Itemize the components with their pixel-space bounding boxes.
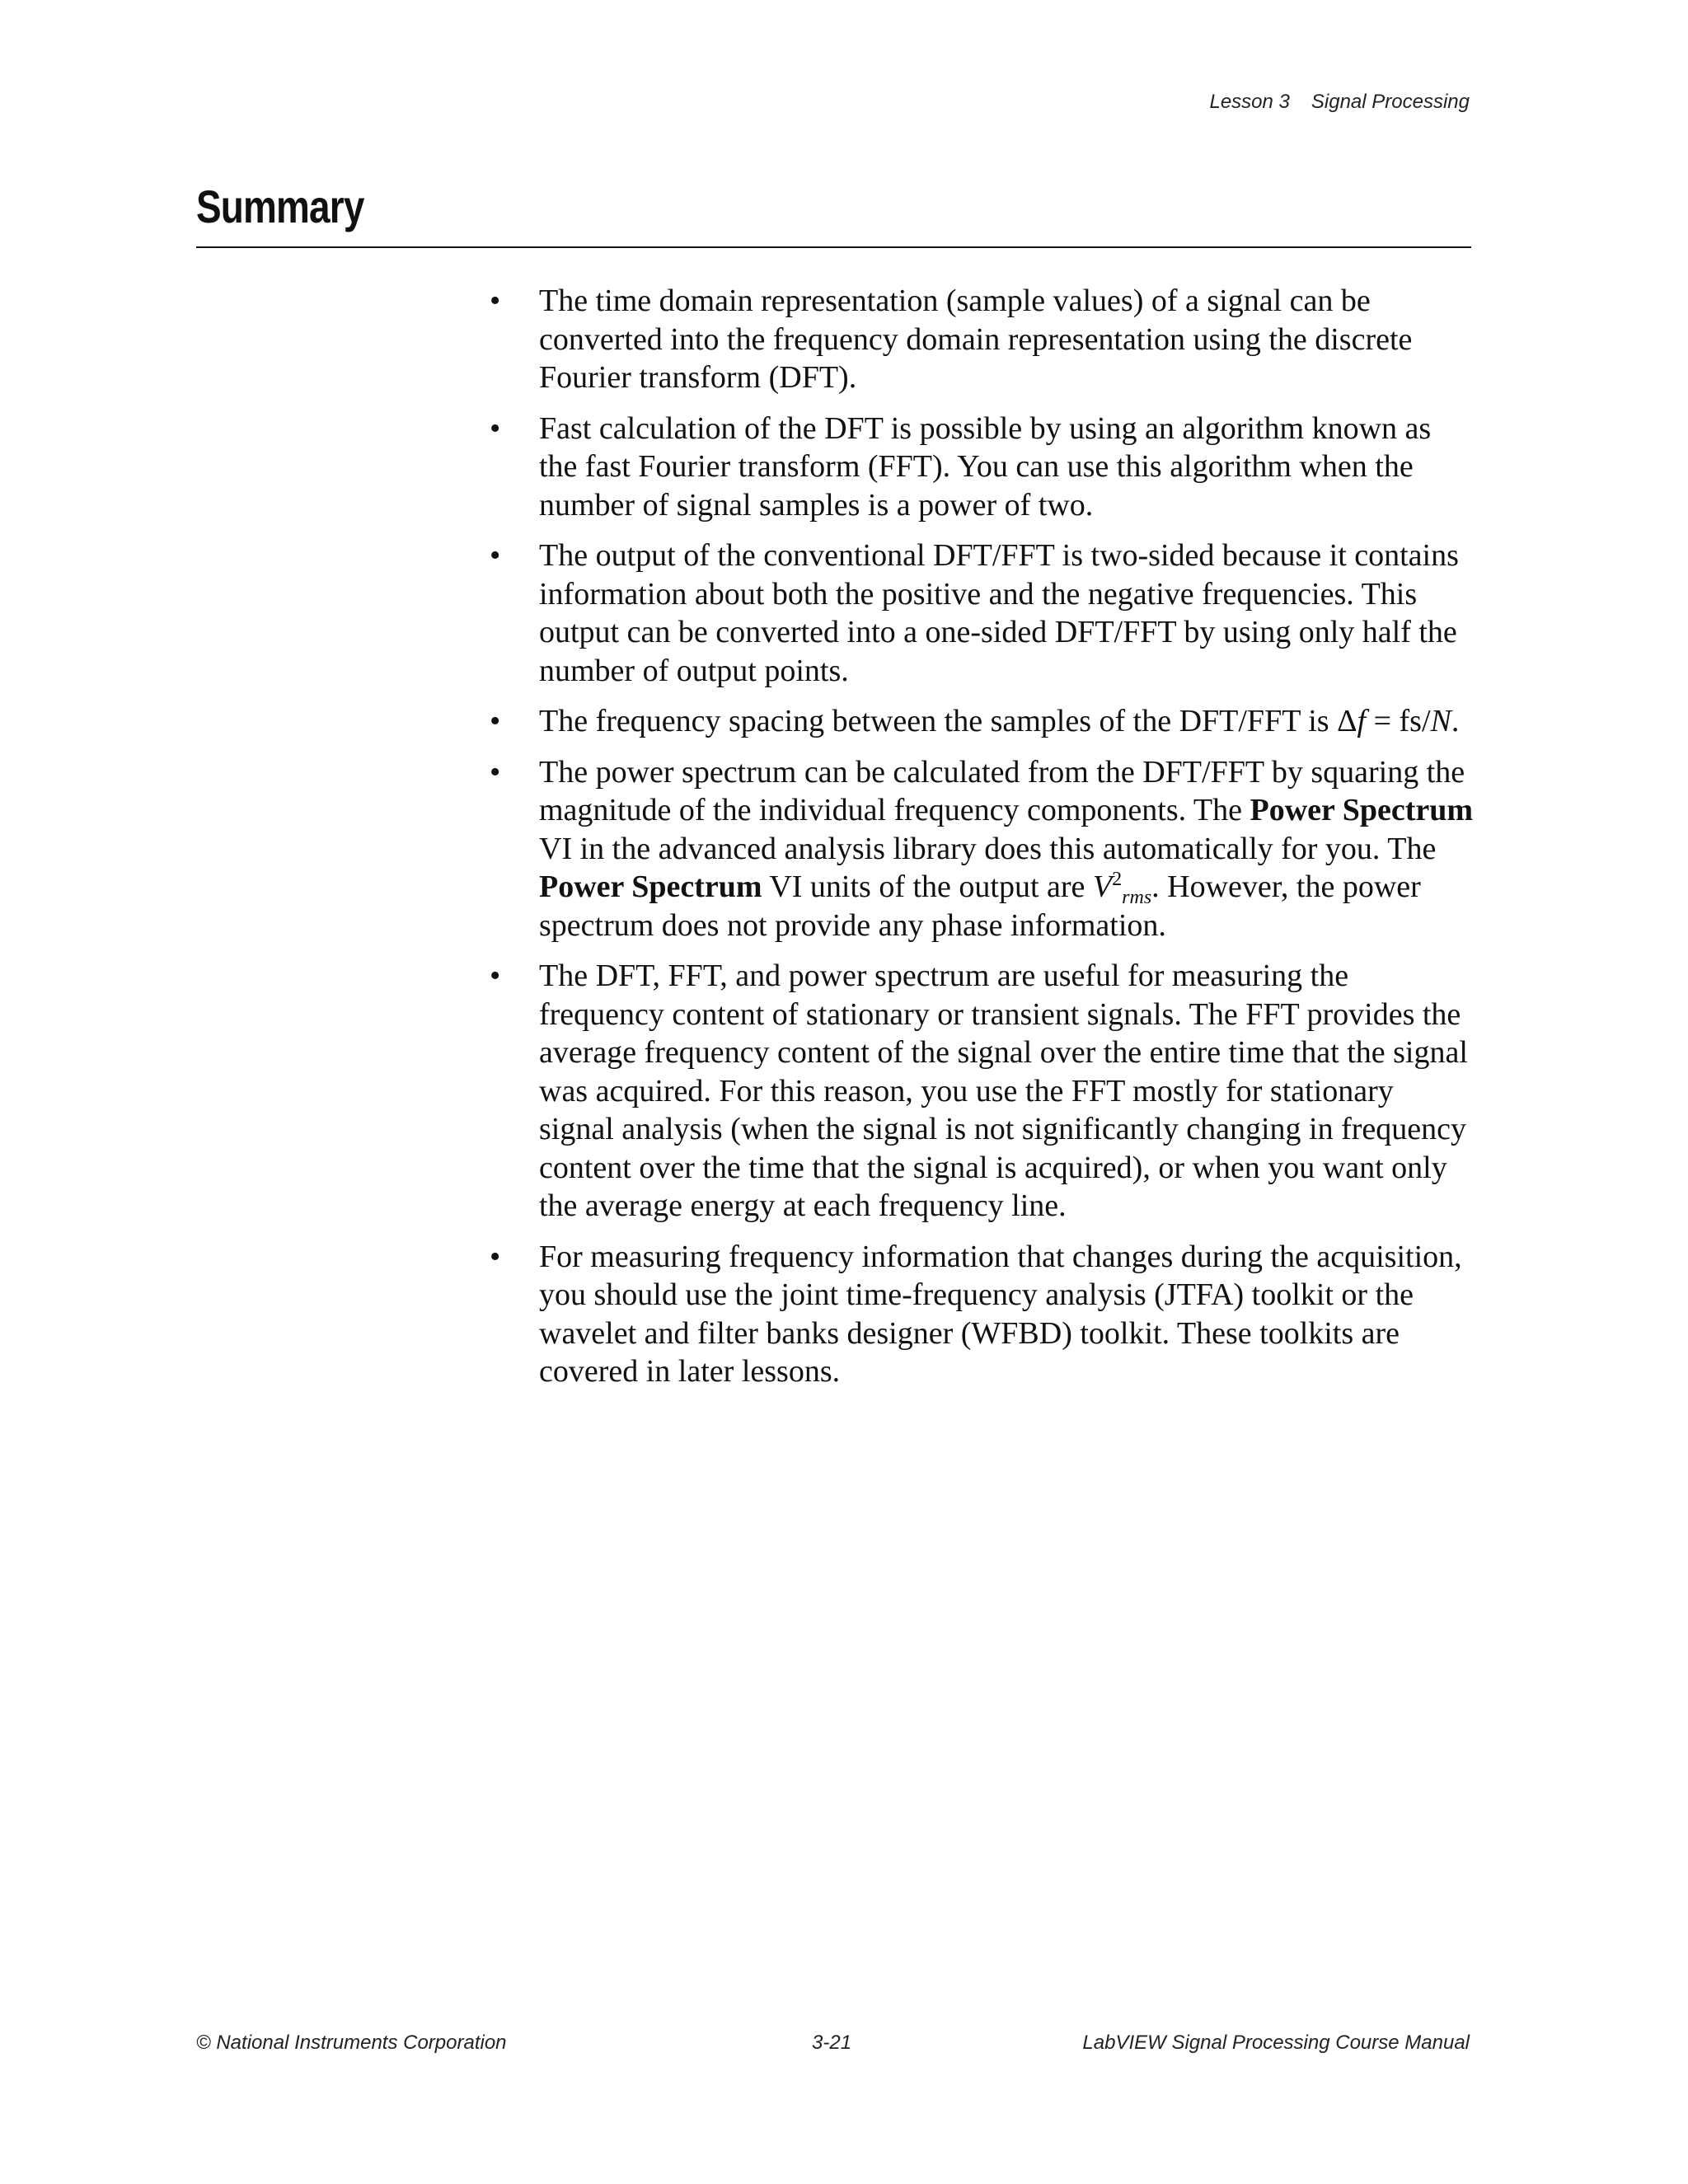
- delta-symbol: Δ: [1337, 704, 1357, 738]
- formula-end: .: [1451, 704, 1460, 738]
- section-title: Summary: [196, 180, 364, 232]
- bullet-glyph: •: [490, 538, 501, 573]
- vi-name: Power Spectrum: [539, 869, 762, 904]
- running-header: [1209, 91, 1470, 114]
- header-lesson: Lesson 3: [1209, 91, 1290, 113]
- vi-name: Power Spectrum: [1250, 793, 1474, 827]
- bullet-text: The output of the conventional DFT/FFT is two-sided because it contains information about both the positive and the negative frequencies. This output can be converted into a one-sided DFT/FFT by using only half the number of output points.: [539, 538, 1459, 688]
- header-chapter: Signal Processing: [1311, 91, 1470, 113]
- footer-copyright: © National Instruments Corporation: [196, 2032, 507, 2054]
- unit-subscript: rms: [1122, 887, 1152, 908]
- footer-page-number: 3-21: [812, 2032, 852, 2054]
- bullet-text: Fast calculation of the DFT is possible by using an algorithm known as the fast Fourier transform (FFT). You can use this algorithm when the number of signal samples is a power of two.: [539, 410, 1432, 523]
- formula-text: = fs/: [1366, 704, 1431, 738]
- bullet-text: The DFT, FFT, and power spectrum are useful for measuring the frequency content of stationary or transient signals. The FFT provides the average frequency content of the signal over the entire time that the signal was acquired. For this reason, you use the FFT mostly for stationary signal analysis (when the signal is not significantly changing in frequency content over the time that the signal is acquired), or when you want only the average energy at each frequency line.: [539, 958, 1468, 1223]
- bullet-glyph: •: [490, 754, 501, 790]
- bullet-item: [478, 702, 1475, 741]
- unit-symbol: V: [1092, 869, 1113, 904]
- bullet-item: [478, 282, 1475, 397]
- sample-count-symbol: N: [1430, 704, 1451, 738]
- bullet-glyph: •: [490, 704, 501, 738]
- title-rule: [196, 246, 1471, 248]
- bullet-glyph: •: [490, 1239, 501, 1274]
- frequency-symbol: f: [1357, 704, 1367, 738]
- bullet-text: VI in the advanced analysis library does this automatically for you. The: [539, 831, 1437, 866]
- bullet-item: [478, 410, 1475, 525]
- bullet-text: The power spectrum can be calculated from the DFT/FFT by squaring the magnitude of the individual frequency components. The: [539, 754, 1465, 827]
- bullet-text: . However, the power spectrum does not provide any phase information.: [539, 869, 1421, 943]
- footer-manual-title: LabVIEW Signal Processing Course Manual: [1082, 2032, 1470, 2054]
- bullet-item: [478, 957, 1475, 1226]
- bullet-text: The frequency spacing between the samples of the DFT/FFT is: [539, 704, 1338, 738]
- bullet-glyph: •: [490, 958, 501, 993]
- bullet-glyph: •: [490, 284, 501, 318]
- summary-bullet-list: [478, 282, 1475, 1404]
- bullet-text: VI units of the output are: [762, 869, 1093, 904]
- bullet-glyph: •: [490, 410, 501, 446]
- unit-exponent: 2: [1112, 869, 1123, 890]
- bullet-text: For measuring frequency information that changes during the acquisition, you should use the joint time-frequency analysis (JTFA) toolkit or the wavelet and filter banks designer (WFBD) toolkit. These toolkits are covered in later lessons.: [539, 1239, 1462, 1389]
- bullet-item: [478, 1238, 1475, 1391]
- bullet-item: [478, 537, 1475, 690]
- bullet-item: [478, 753, 1475, 945]
- bullet-text: The time domain representation (sample values) of a signal can be converted into the frequency domain representation using the discrete Fourier transform (DFT).: [539, 284, 1413, 395]
